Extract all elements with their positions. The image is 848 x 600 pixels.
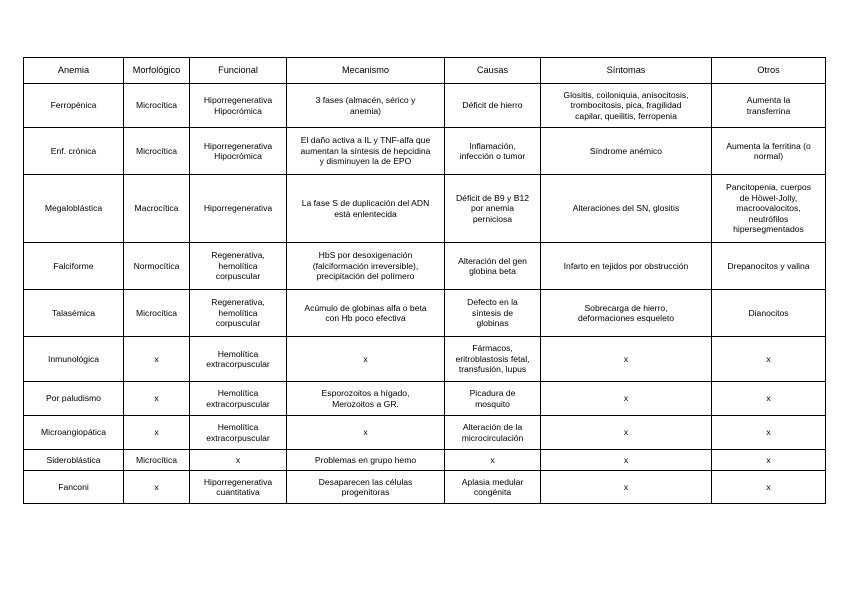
sintomas-cell: x (541, 416, 712, 450)
otros-cell: x (712, 382, 826, 416)
sintomas-cell: Síndrome anémico (541, 128, 712, 175)
table-row (24, 471, 826, 504)
otros-cell: Dianocitos (712, 290, 826, 337)
otros-cell: x (712, 416, 826, 450)
sintomas-cell: x (541, 337, 712, 382)
causas-cell: Déficit de B9 y B12 por anemia perniciosa (445, 175, 541, 243)
causas-cell: Defecto en la síntesis de globinas (445, 290, 541, 337)
mecanismo-cell: Problemas en grupo hemo (287, 450, 445, 471)
otros-cell: x (712, 450, 826, 471)
anemia-name-cell: Fanconi (24, 471, 124, 504)
mecanismo-cell: Desaparecen las células progenitoras (287, 471, 445, 504)
table-row (24, 290, 826, 337)
sintomas-cell: Alteraciones del SN, glositis (541, 175, 712, 243)
mecanismo-cell: Acúmulo de globinas alfa o beta con Hb poco efectiva (287, 290, 445, 337)
funcional-cell: Hemolítica extracorpuscular (190, 382, 287, 416)
header-anemia: Anemia (24, 58, 124, 84)
sintomas-cell: Infarto en tejidos por obstrucción (541, 243, 712, 290)
causas-cell: Déficit de hierro (445, 84, 541, 128)
funcional-cell: Hemolítica extracorpuscular (190, 416, 287, 450)
table-row (24, 416, 826, 450)
anemia-name-cell: Talasémica (24, 290, 124, 337)
morfologico-cell: Microcítica (124, 128, 190, 175)
sintomas-cell: Glositis, coiloniquia, anisocitosis, trombocitosis, pica, fragilidad capilar, queilitis, ferropenia (541, 84, 712, 128)
funcional-cell: Regenerativa, hemolítica corpuscular (190, 290, 287, 337)
morfologico-cell: x (124, 471, 190, 504)
header-mecanismo: Mecanismo (287, 58, 445, 84)
funcional-cell: Regenerativa, hemolítica corpuscular (190, 243, 287, 290)
header-funcional: Funcional (190, 58, 287, 84)
table-body (24, 84, 826, 504)
mecanismo-cell: x (287, 416, 445, 450)
table-row (24, 128, 826, 175)
causas-cell: Fármacos, eritroblastosis fetal, transfusión, lupus (445, 337, 541, 382)
morfologico-cell: x (124, 337, 190, 382)
mecanismo-cell: La fase S de duplicación del ADN está enlentecida (287, 175, 445, 243)
header-otros: Otros (712, 58, 826, 84)
funcional-cell: Hiporregenerativa Hipocrómica (190, 84, 287, 128)
mecanismo-cell: 3 fases (almacén, sérico y anemia) (287, 84, 445, 128)
anemia-name-cell: Ferropénica (24, 84, 124, 128)
header-causas: Causas (445, 58, 541, 84)
anemia-name-cell: Inmunológica (24, 337, 124, 382)
sintomas-cell: x (541, 471, 712, 504)
table-row (24, 243, 826, 290)
anemia-name-cell: Microangiopática (24, 416, 124, 450)
mecanismo-cell: x (287, 337, 445, 382)
causas-cell: Aplasia medular congénita (445, 471, 541, 504)
sintomas-cell: x (541, 382, 712, 416)
table-row (24, 84, 826, 128)
causas-cell: Inflamación, infección o tumor (445, 128, 541, 175)
mecanismo-cell: Esporozoitos a hígado, Merozoitos a GR. (287, 382, 445, 416)
causas-cell: Alteración del gen globina beta (445, 243, 541, 290)
morfologico-cell: x (124, 416, 190, 450)
otros-cell: x (712, 337, 826, 382)
morfologico-cell: Normocítica (124, 243, 190, 290)
anemia-classification-table (23, 57, 826, 504)
anemia-name-cell: Por paludismo (24, 382, 124, 416)
table-row (24, 337, 826, 382)
anemia-name-cell: Megaloblástica (24, 175, 124, 243)
otros-cell: Aumenta la ferritina (o normal) (712, 128, 826, 175)
table-row (24, 175, 826, 243)
anemia-name-cell: Falciforme (24, 243, 124, 290)
otros-cell: Aumenta la transferrina (712, 84, 826, 128)
causas-cell: Alteración de la microcirculación (445, 416, 541, 450)
header-row (24, 58, 826, 84)
mecanismo-cell: HbS por desoxigenación (falciformación irreversible), precipitación del polímero (287, 243, 445, 290)
morfologico-cell: Microcítica (124, 84, 190, 128)
anemia-name-cell: Enf. crónica (24, 128, 124, 175)
morfologico-cell: Microcítica (124, 450, 190, 471)
causas-cell: Picadura de mosquito (445, 382, 541, 416)
funcional-cell: Hiporregenerativa (190, 175, 287, 243)
otros-cell: Drepanocitos y valina (712, 243, 826, 290)
otros-cell: x (712, 471, 826, 504)
sintomas-cell: Sobrecarga de hierro, deformaciones esqueleto (541, 290, 712, 337)
anemia-name-cell: Sideroblástica (24, 450, 124, 471)
sintomas-cell: x (541, 450, 712, 471)
funcional-cell: x (190, 450, 287, 471)
morfologico-cell: Microcítica (124, 290, 190, 337)
header-morfologico: Morfológico (124, 58, 190, 84)
morfologico-cell: x (124, 382, 190, 416)
mecanismo-cell: El daño activa a IL y TNF-alfa que aumentan la síntesis de hepcidina y disminuyen la de EPO (287, 128, 445, 175)
header-sintomas: Síntomas (541, 58, 712, 84)
table-row (24, 382, 826, 416)
funcional-cell: Hemolítica extracorpuscular (190, 337, 287, 382)
funcional-cell: Hiporregenerativa Hipocrómica (190, 128, 287, 175)
table-row (24, 450, 826, 471)
funcional-cell: Hiporregenerativa cuantitativa (190, 471, 287, 504)
morfologico-cell: Macrocítica (124, 175, 190, 243)
causas-cell: x (445, 450, 541, 471)
otros-cell: Pancitopenia, cuerpos de Höwel-Jolly, macroovalocitos, neutrófilos hipersegmentados (712, 175, 826, 243)
